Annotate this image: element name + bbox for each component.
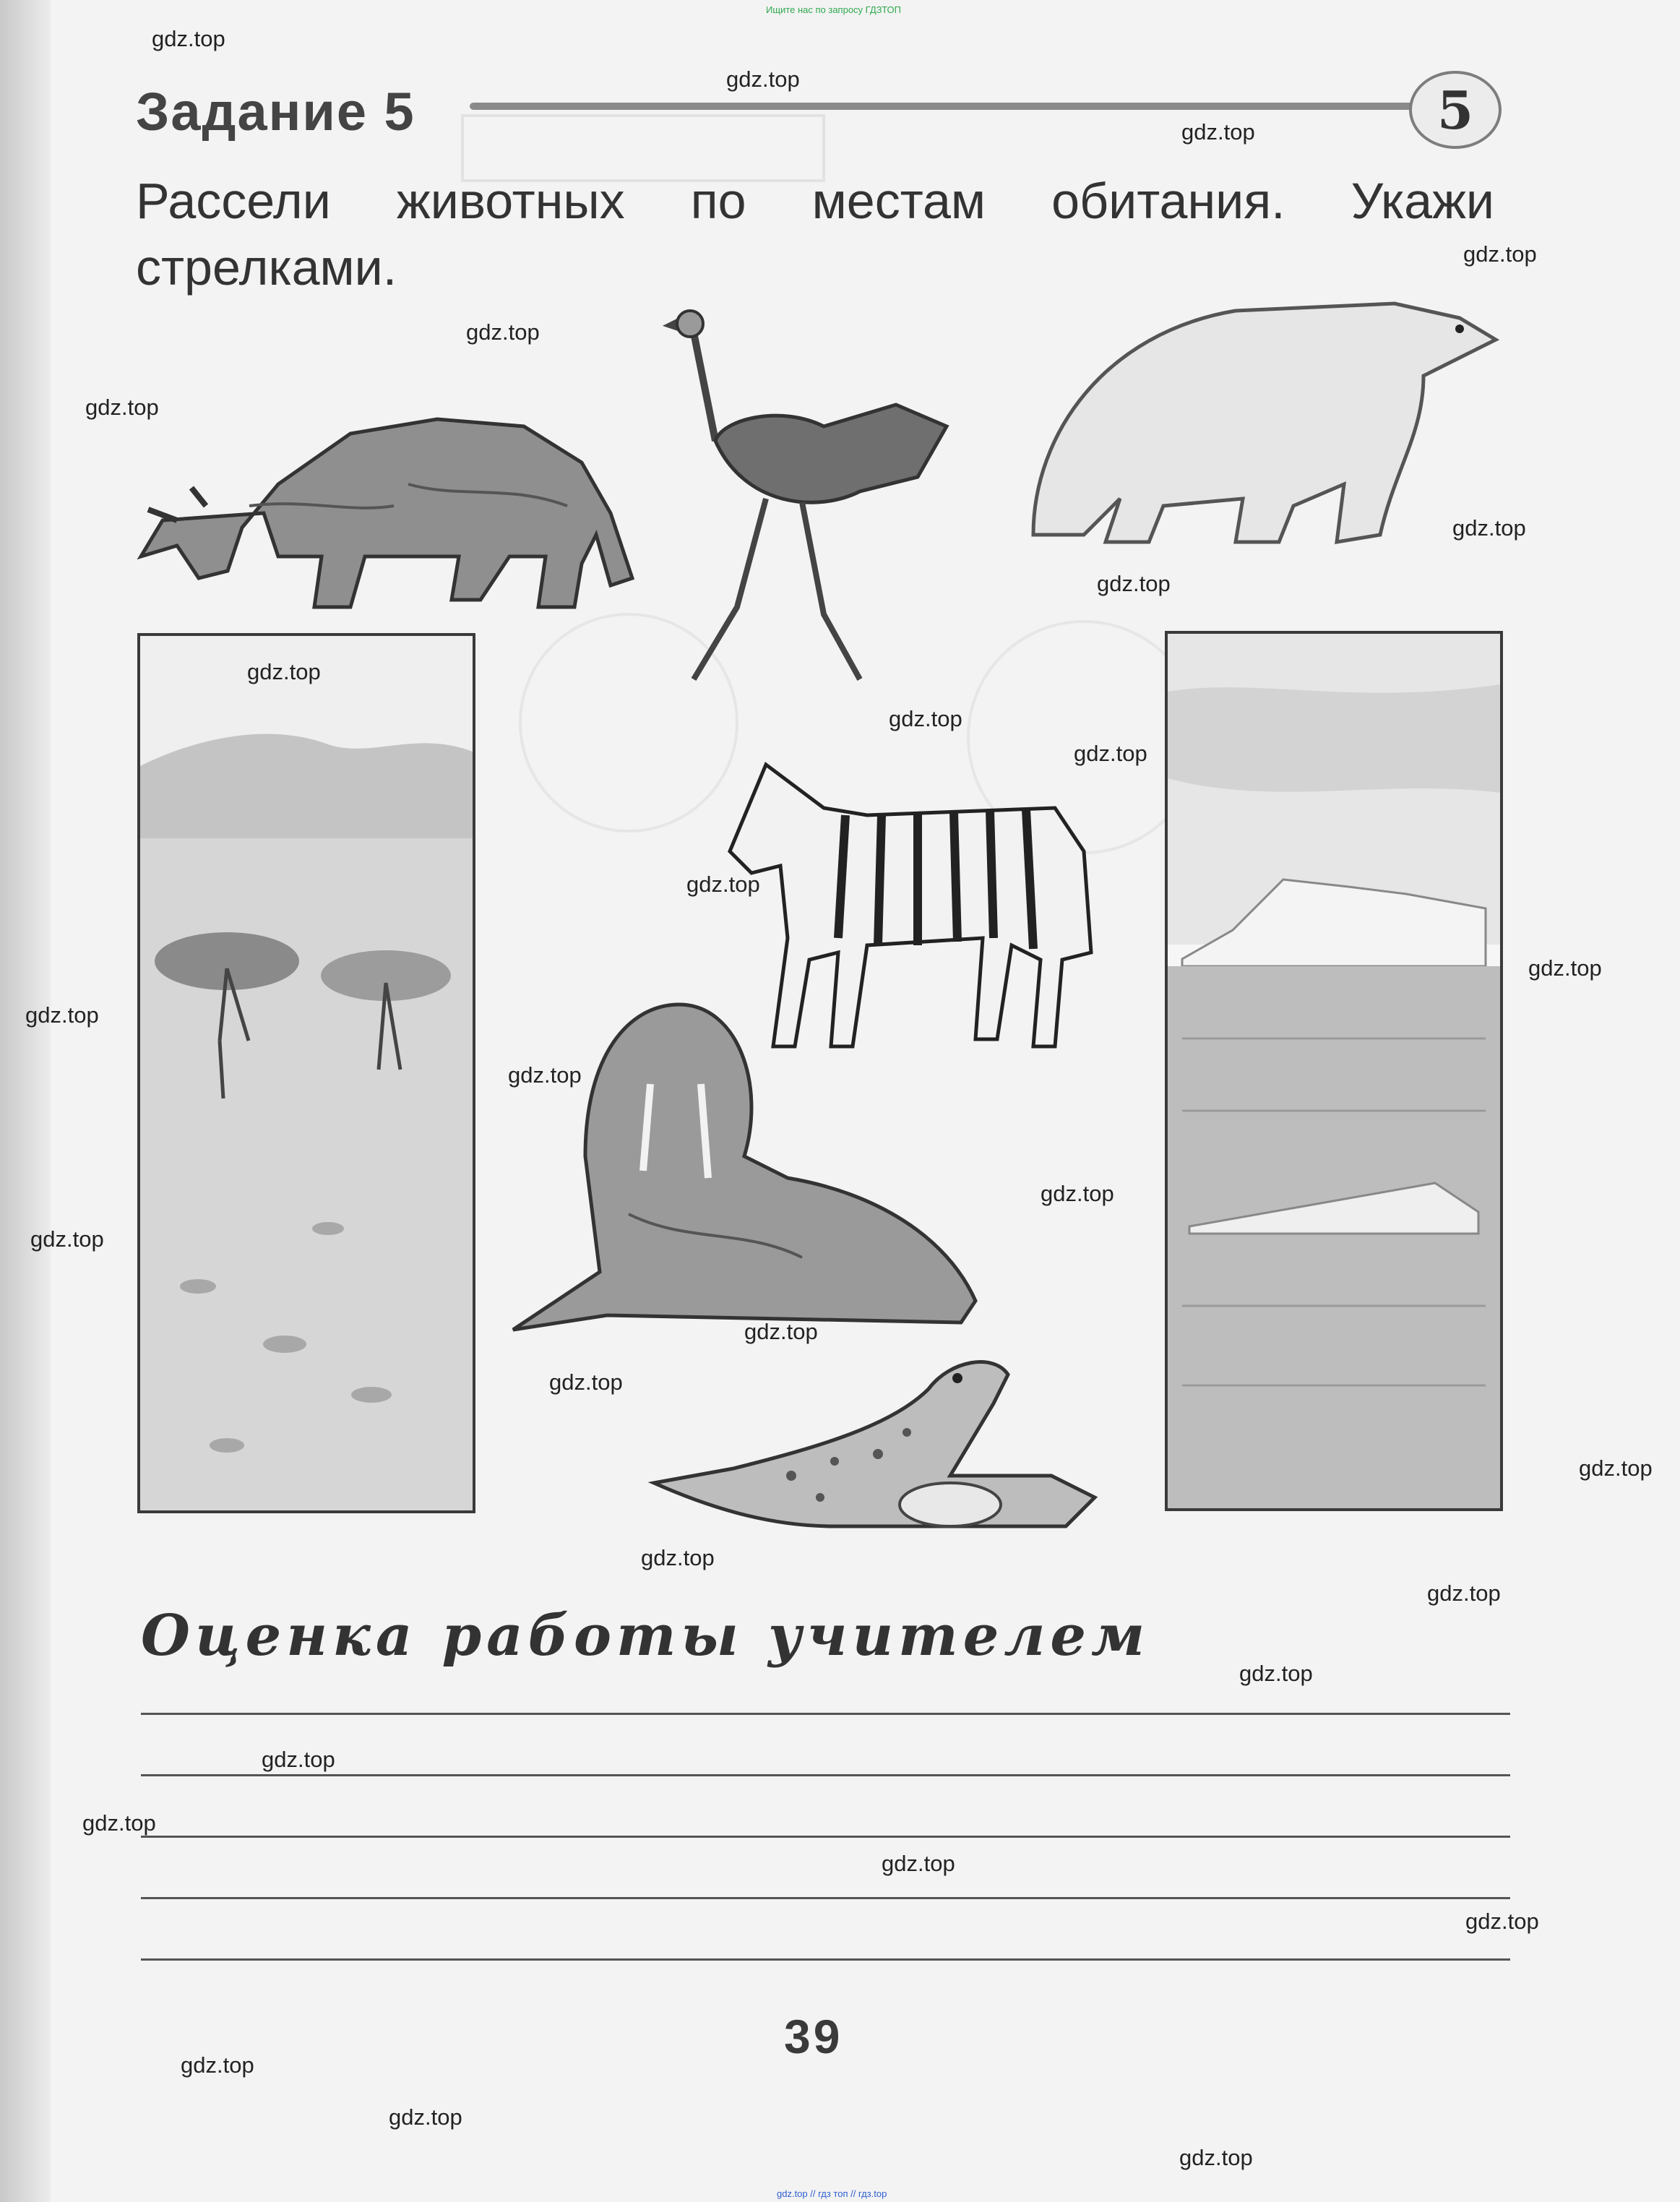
watermark: gdz.top [1465, 1909, 1539, 1934]
watermark: gdz.top [389, 2104, 462, 2130]
watermark: gdz.top [1427, 1580, 1501, 1606]
answer-line[interactable] [141, 1713, 1510, 1715]
title-rule [470, 103, 1438, 110]
arctic-habitat-panel[interactable] [1165, 631, 1503, 1511]
watermark: gdz.top [1179, 2145, 1253, 2170]
page-number: 39 [784, 2010, 843, 2063]
arctic-scene-art [1168, 634, 1500, 1508]
watermark: gdz.top [262, 1747, 335, 1772]
answer-line[interactable] [141, 1774, 1510, 1776]
rhinoceros-illustration[interactable] [134, 340, 654, 622]
watermark: gdz.top [726, 66, 800, 92]
answer-line[interactable] [141, 1836, 1510, 1838]
walrus-illustration[interactable] [499, 997, 990, 1337]
savanna-habitat-panel[interactable] [137, 633, 475, 1513]
watermark: gdz.top [30, 1226, 104, 1252]
watermark: gdz.top [686, 872, 760, 897]
task-title: Задание 5 [136, 82, 415, 142]
watermark: gdz.top [1452, 515, 1526, 541]
watermark: gdz.top [1041, 1181, 1114, 1206]
watermark: gdz.top [85, 395, 159, 420]
task-instruction: Рассели животных по местам обитания. Укажи стрелками. [136, 173, 1494, 296]
task-number-badge: 5 [1409, 71, 1502, 149]
watermark: gdz.top [1239, 1661, 1313, 1686]
seal-with-pup-illustration[interactable] [647, 1346, 1102, 1541]
savanna-scene-art [140, 636, 473, 1510]
watermark: gdz.top [1528, 955, 1602, 981]
watermark: gdz.top [25, 1002, 99, 1028]
watermark: gdz.top [82, 1810, 156, 1836]
watermark: gdz.top [1074, 741, 1147, 766]
answer-line[interactable] [141, 1958, 1510, 1961]
watermark: gdz.top [641, 1545, 715, 1570]
ostrich-illustration[interactable] [658, 304, 975, 708]
watermark: gdz.top [889, 706, 962, 731]
watermark: gdz.top [1579, 1455, 1653, 1481]
watermark: gdz.top [508, 1062, 582, 1088]
watermark: gdz.top [549, 1369, 623, 1395]
evaluation-title: Оценка работы учителем [141, 1603, 1150, 1669]
watermark: gdz.top [152, 26, 225, 51]
watermark: gdz.top [1463, 241, 1537, 267]
bottom-site-note: gdz.top // гдз топ // гдз.top [777, 2188, 887, 2199]
watermark: gdz.top [181, 2052, 254, 2078]
watermark: gdz.top [466, 319, 540, 345]
answer-line[interactable] [141, 1897, 1510, 1899]
watermark: gdz.top [882, 1851, 955, 1876]
book-spine-shadow [0, 0, 51, 2202]
watermark: gdz.top [744, 1319, 818, 1344]
watermark: gdz.top [1181, 119, 1255, 145]
watermark: gdz.top [1097, 571, 1171, 596]
watermark: gdz.top [247, 659, 321, 684]
top-search-note: Ищите нас по запросу ГДЗТОП [766, 4, 902, 15]
polar-bear-illustration[interactable] [1019, 289, 1510, 556]
